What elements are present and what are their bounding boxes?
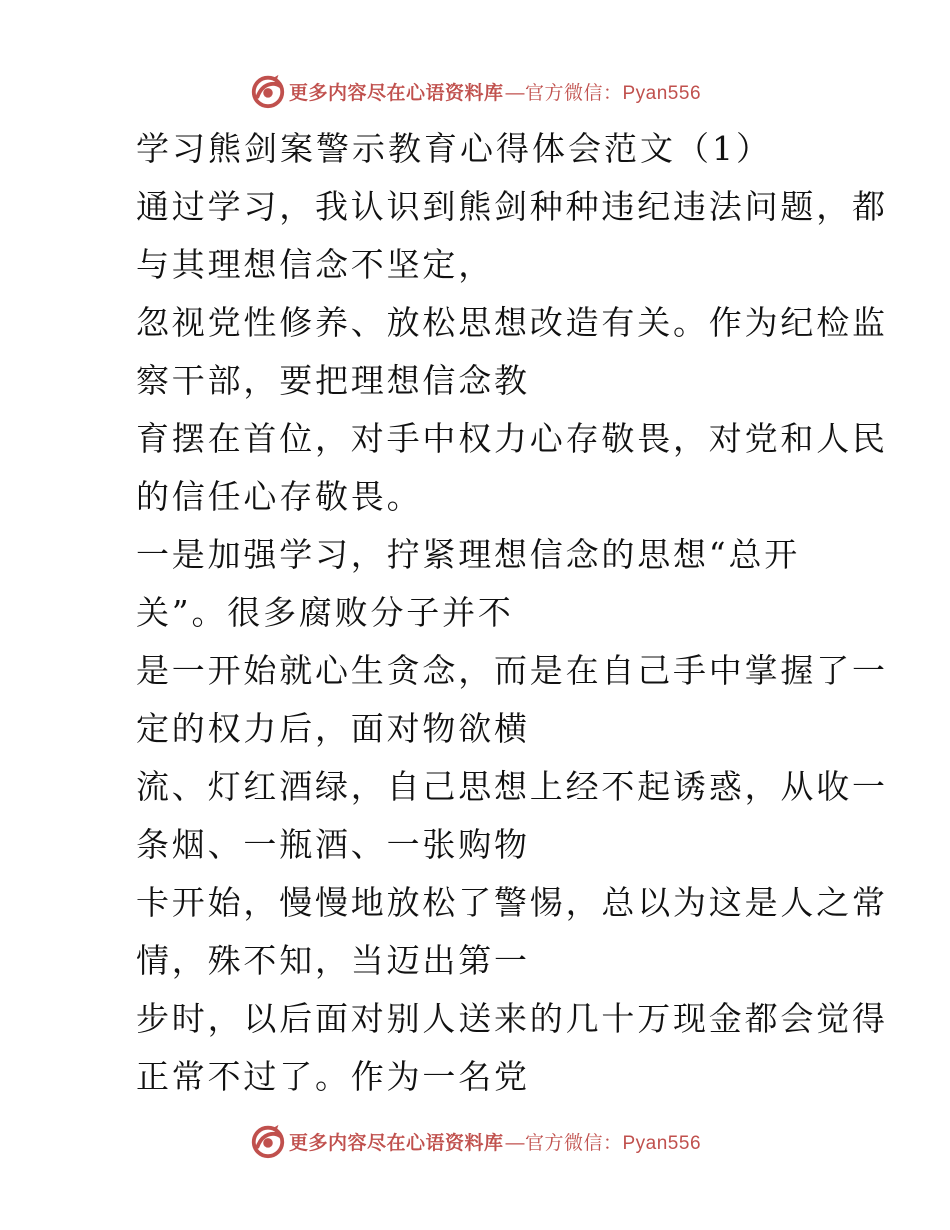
wechat-text: —官方微信：Pyan556 <box>505 82 702 104</box>
document-body <box>100 120 888 1106</box>
text-line: 一是加强学习，拧紧理想信念的思想“总开 <box>136 535 801 574</box>
red-swirl-logo-icon <box>249 72 287 110</box>
text-line: 察干部，要把理想信念教 <box>136 361 530 400</box>
text-line: 定的权力后，面对物欲横 <box>136 709 530 748</box>
text-line: 与其理想信念不坚定， <box>136 245 494 284</box>
text-line: 育摆在首位，对手中权力心存敬畏，对党和人民 <box>136 419 888 458</box>
red-swirl-logo-icon <box>249 1122 287 1160</box>
text-line: 关”。很多腐败分子并不 <box>136 593 514 632</box>
footer-watermark <box>0 1119 950 1163</box>
text-line: 忽视党性修养、放松思想改造有关。作为纪检监 <box>136 303 888 342</box>
text-line: 卡开始，慢慢地放松了警惕，总以为这是人之常 <box>136 883 888 922</box>
text-line: 正常不过了。作为一名党 <box>136 1057 530 1096</box>
text-line: 流、灯红酒绿，自己思想上经不起诱惑，从收一 <box>136 767 888 806</box>
wechat-text: —官方微信：Pyan556 <box>505 1132 702 1154</box>
header-watermark <box>0 69 950 113</box>
text-line: 的信任心存敬畏。 <box>136 477 423 516</box>
brand-text: 更多内容尽在心语资料库 <box>288 1131 504 1154</box>
text-line: 条烟、一瓶酒、一张购物 <box>136 825 530 864</box>
text-line: 通过学习，我认识到熊剑种种违纪违法问题，都 <box>136 187 888 226</box>
document-title: 学习熊剑案警示教育心得体会范文（1） <box>136 129 772 168</box>
text-line: 步时，以后面对别人送来的几十万现金都会觉得 <box>136 999 888 1038</box>
brand-text: 更多内容尽在心语资料库 <box>288 81 504 104</box>
text-line: 是一开始就心生贪念，而是在自己手中掌握了一 <box>136 651 888 690</box>
text-line: 情，殊不知，当迈出第一 <box>136 941 530 980</box>
